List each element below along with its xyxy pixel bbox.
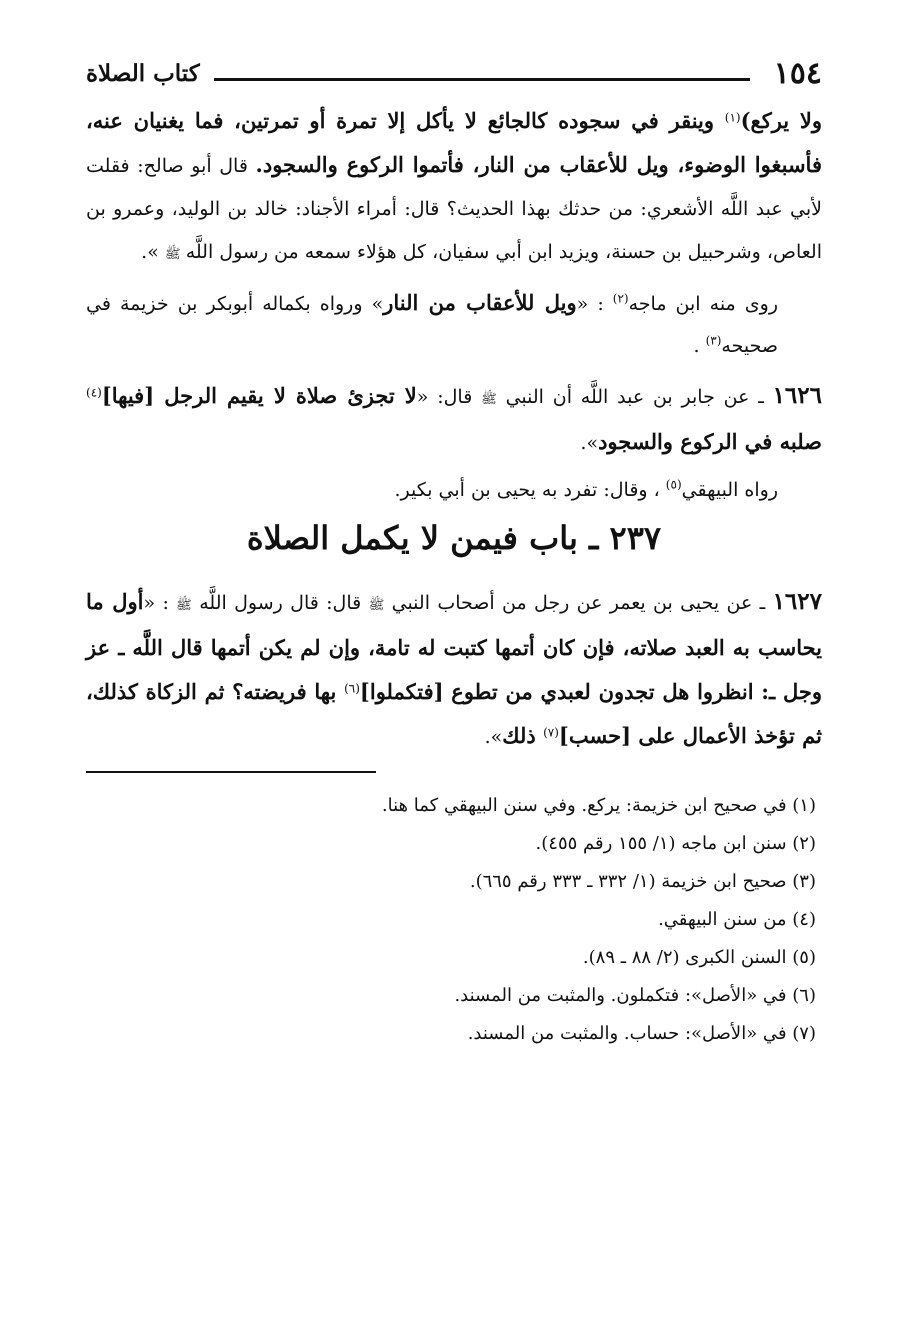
footnote-ref-4: (٤) <box>86 385 102 400</box>
quoted-phrase: ويل للأعقاب من النار <box>383 290 577 315</box>
salawat-glyph: ﷺ <box>176 598 192 613</box>
hadith-text-end: ذلك <box>502 723 544 748</box>
intro-bold-start: ولا يركع) <box>740 108 822 133</box>
intro-bold-text: وينقر في سجوده كالجائع لا يأكل إلا تمرة أو تمرتين، فما يغنيان عنه، فأسبغوا الوضوء، ويل للأعقاب من النار، فأتموا الركوع والسجود. <box>86 108 822 177</box>
footnote-ref-7: (٧) <box>543 725 559 740</box>
quote-open: : « <box>143 592 177 614</box>
hadith-chain: ـ عن يحيى بن يعمر عن رجل من أصحاب النبي <box>384 592 773 614</box>
hadith-number: ١٦٢٦ <box>772 382 822 409</box>
header-rule <box>214 78 750 81</box>
riwaya-line <box>86 469 822 511</box>
ibn-majah-paragraph <box>86 282 822 367</box>
hadith-text-cont: صلبه في الركوع والسجود <box>598 429 822 454</box>
hadith-1626 <box>86 375 822 465</box>
hadith-text-cont: بها فريضته؟ ثم الزكاة كذلك، ثم تؤخذ الأعمال على [حسب] <box>86 679 822 748</box>
footnote-ref-6: (٦) <box>344 681 360 696</box>
page-header <box>86 52 822 94</box>
salawat-glyph: ﷺ <box>368 598 385 613</box>
paragraph-end: . <box>693 335 706 357</box>
riwaya-text: رواه البيهقي <box>681 479 778 501</box>
quote-close: ». <box>580 432 599 454</box>
intro-narration: قال أبو صالح: فقلت لأبي عبد اللَّه الأشعري: من حدثك بهذا الحديث؟ قال: أمراء الأجناد: خالد بن الوليد، وعمرو بن العاص، وشرحبيل بن حسنة، ويزيد ابن أبي سفيان، كل هؤلاء سمعه من رسول اللَّه <box>86 155 822 263</box>
hadith-text: أول ما يحاسب به العبد صلاته، فإن كان أتمها كتبت له تامة، وإن لم يكن أتمها قال اللَّه ـ عز وجل ـ: انظروا هل تجدون لعبدي من تطوع [فتكملوا] <box>86 589 823 704</box>
footnote-4: (٤) من سنن البيهقي. <box>658 909 816 930</box>
riwaya-comment: ، وقال: تفرد به يحيى بن أبي بكير. <box>394 479 666 501</box>
quote-open: : « <box>576 293 613 315</box>
book-title: كتاب الصلاة <box>86 60 200 87</box>
footnote-ref-1: (١) <box>724 110 741 125</box>
intro-paragraph <box>86 100 822 276</box>
ibn-khuzaymah-text: » ورواه بكماله أبوبكر بن خزيمة في صحيحه <box>86 293 778 357</box>
footnote-3: (٣) صحيح ابن خزيمة (١/ ٣٣٢ ـ ٣٣٣ رقم ٦٦٥). <box>469 871 816 892</box>
hadith-text: لا تجزئ صلاة لا يقيم الرجل [فيها] <box>101 383 417 408</box>
footnote-1: (١) في صحيح ابن خزيمة: يركع. وفي سنن البيهقي كما هنا. <box>381 795 816 816</box>
salawat-glyph: ﷺ <box>164 247 181 262</box>
page-number: ١٥٤ <box>773 56 822 91</box>
footnote-ref-3: (٣) <box>705 333 722 348</box>
hadith-chain: ـ عن جابر بن عبد اللَّه أن النبي <box>496 386 773 408</box>
book-page <box>86 52 822 1053</box>
footnote-7: (٧) في «الأصل»: حساب. والمثبت من المسند. <box>467 1023 816 1044</box>
ibn-majah-text: روى منه ابن ماجه <box>628 293 778 315</box>
hadith-said: قال: قال رسول اللَّه <box>191 592 369 614</box>
hadith-1627 <box>86 581 822 759</box>
footnote-2: (٢) سنن ابن ماجه (١/ ١٥٥ رقم ٤٥٥). <box>535 833 816 854</box>
chapter-heading: ٢٣٧ ـ باب فيمن لا يكمل الصلاة <box>246 519 662 557</box>
footnote-ref-5: (٥) <box>665 477 682 492</box>
footnote-6: (٦) في «الأصل»: فتكملون. والمثبت من المسند. <box>454 985 816 1006</box>
intro-end: ». <box>141 241 165 263</box>
hadith-said: قال: « <box>416 386 482 408</box>
footnote-ref-2: (٢) <box>612 291 629 306</box>
quote-close: ». <box>484 726 503 748</box>
footnote-separator <box>86 771 376 773</box>
footnotes <box>86 787 822 1053</box>
footnote-5: (٥) السنن الكبرى (٢/ ٨٨ ـ ٨٩). <box>582 947 816 968</box>
salawat-glyph: ﷺ <box>481 392 497 407</box>
hadith-number: ١٦٢٧ <box>772 588 822 615</box>
